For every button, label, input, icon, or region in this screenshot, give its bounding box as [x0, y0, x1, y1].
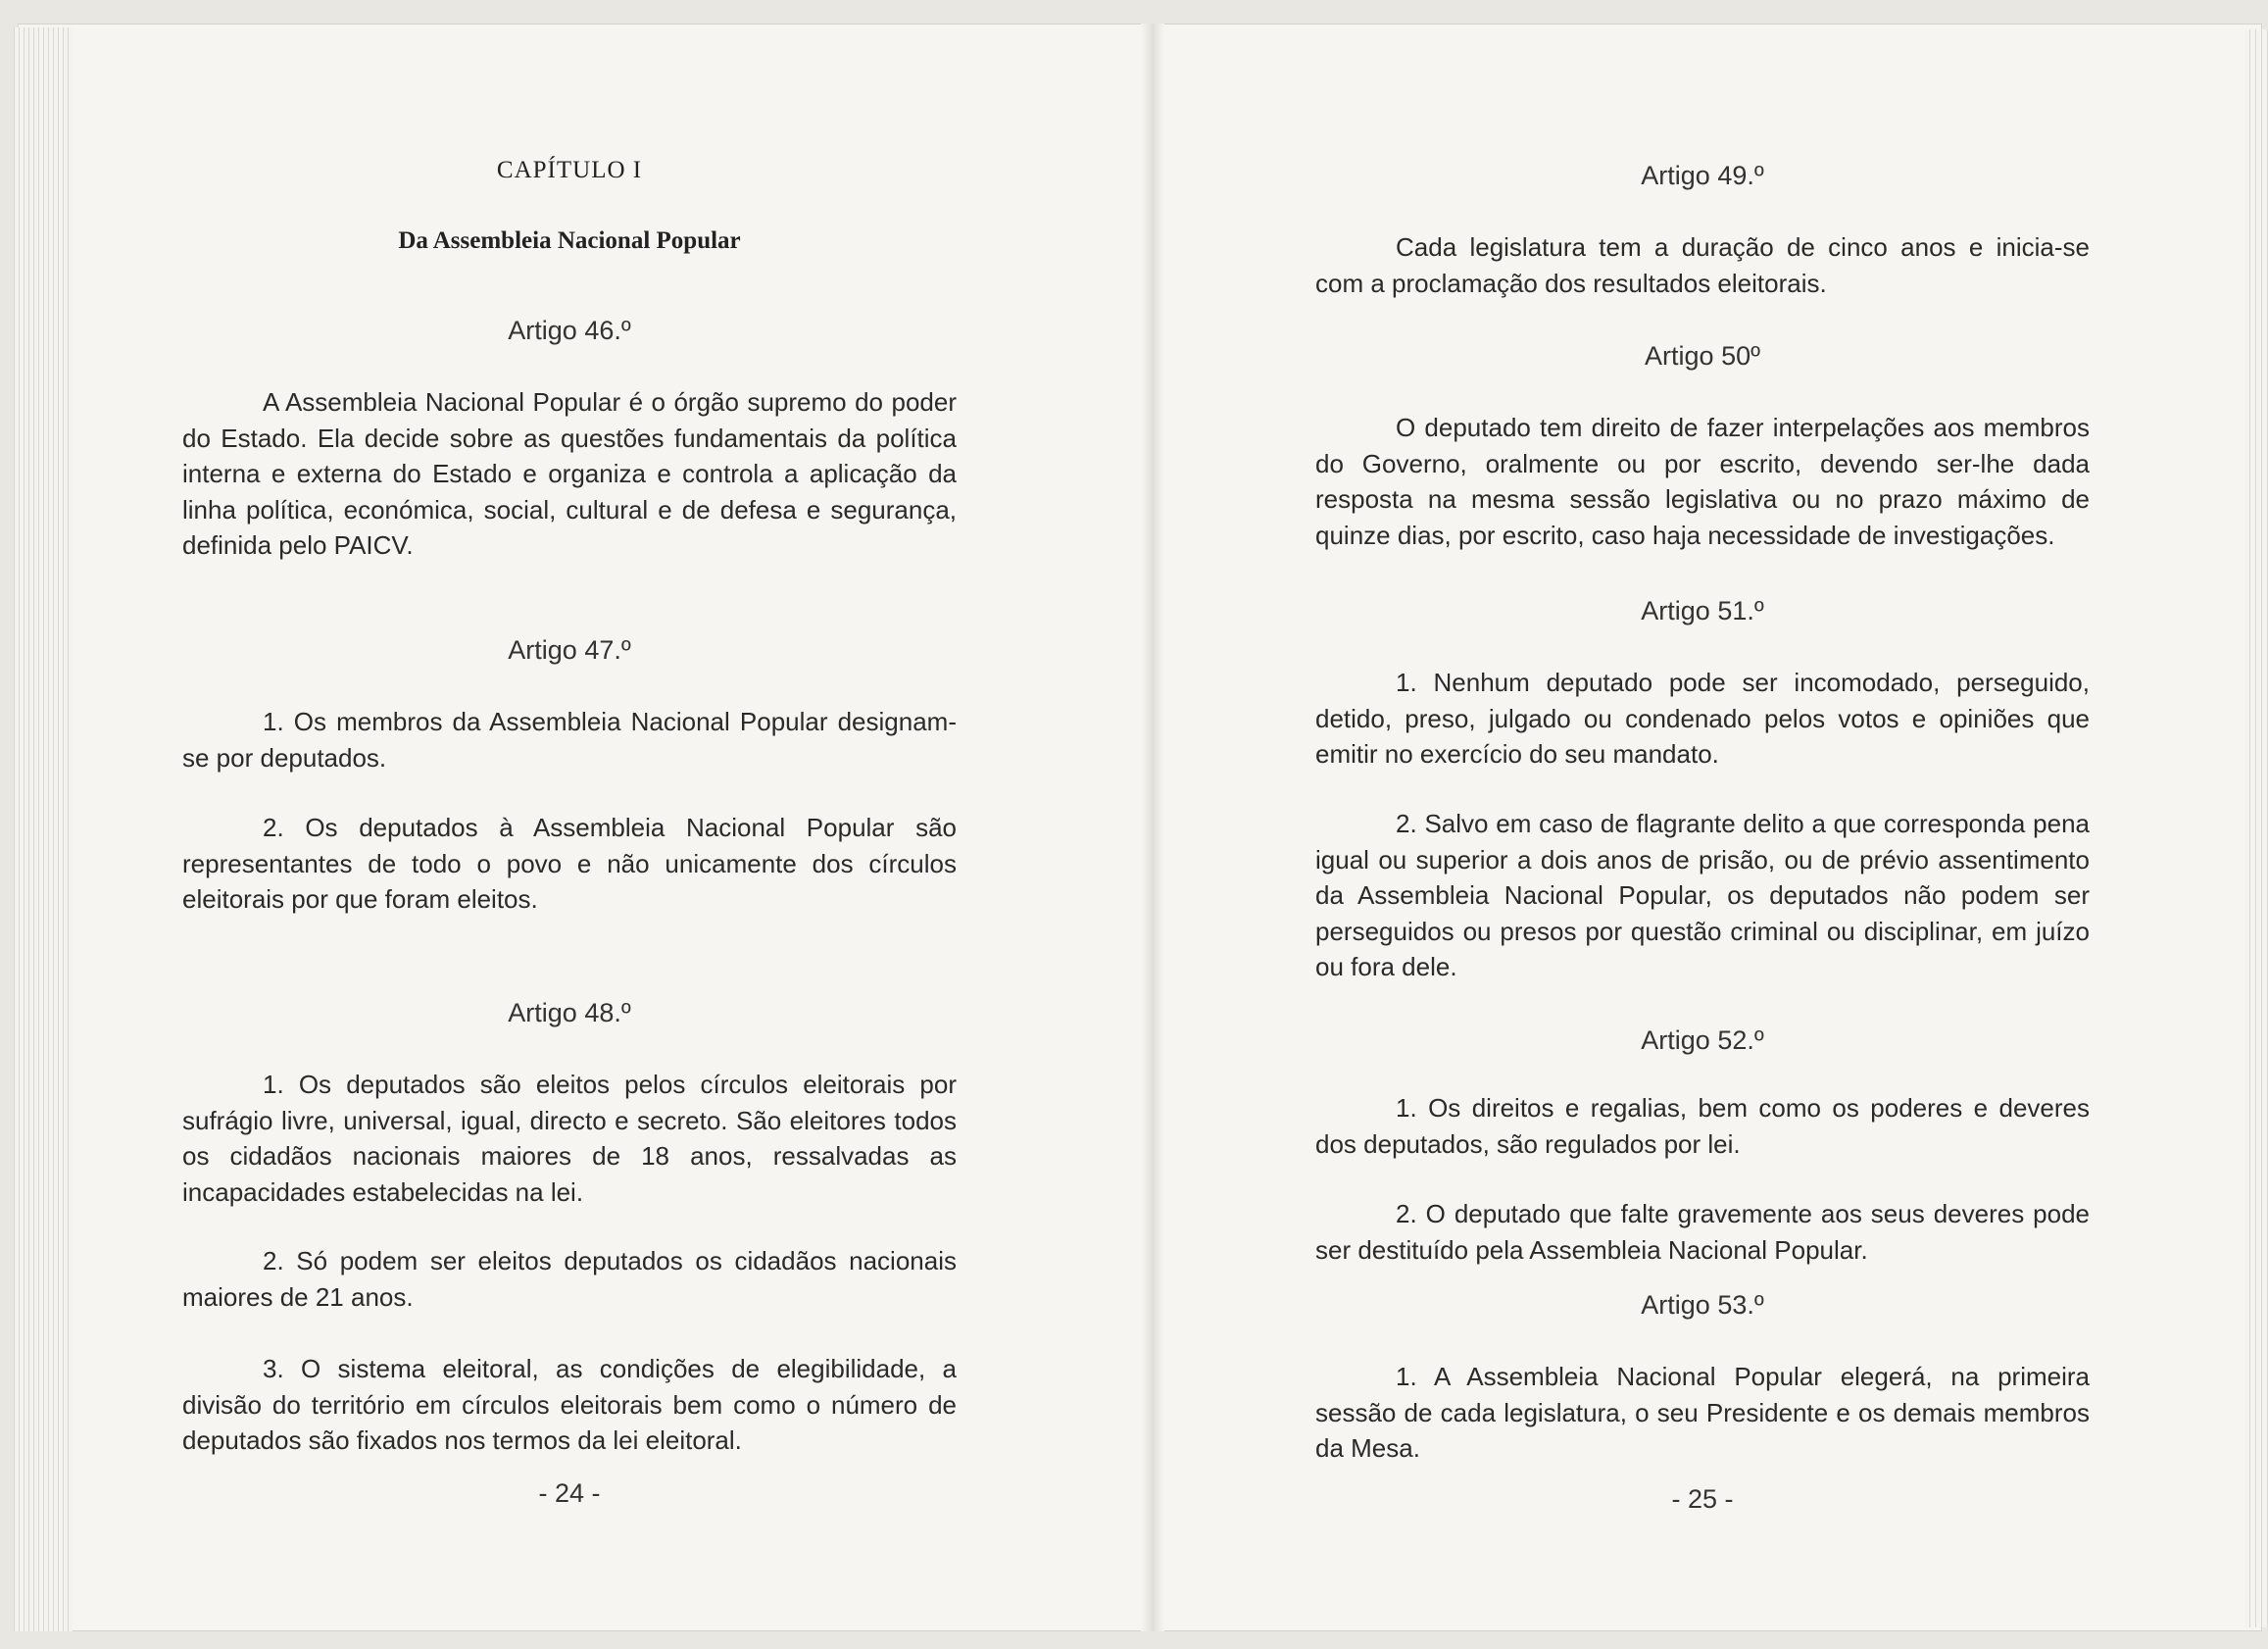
- article-49-heading: Artigo 49.º: [1641, 161, 1764, 190]
- page-number-left: - 24 -: [538, 1478, 601, 1508]
- article-49-paragraph-1: Cada legislatura tem a duração de cinco anos e inicia-se com a proclamação dos resultados eleitorais.: [1315, 232, 2090, 298]
- article-48-paragraph-2: 2. Só podem ser eleitos deputados os cidadãos nacionais maiores de 21 anos.: [182, 1246, 957, 1312]
- article-46-heading: Artigo 46.º: [508, 316, 631, 345]
- article-47-paragraph-1: 1. Os membros da Assembleia Nacional Popular designam-se por deputados.: [182, 707, 957, 773]
- article-52-heading: Artigo 52.º: [1641, 1025, 1764, 1055]
- chapter-heading: CAPÍTULO I: [496, 157, 643, 183]
- chapter-title: Da Assembleia Nacional Popular: [398, 227, 741, 254]
- article-53-paragraph-1: 1. A Assembleia Nacional Popular elegerá, na primeira sessão de cada legislatura, o seu Presidente e os demais membros da Mesa.: [1315, 1362, 2090, 1463]
- article-50-paragraph-1: O deputado tem direito de fazer interpelações aos membros do Governo, oralmente ou por escrito, devendo ser-lhe dada resposta na mesma sessão legislativa ou no prazo máximo de quinze dias, por escrito, caso haja necessidade de investigações.: [1315, 413, 2090, 550]
- article-46-paragraph-1: A Assembleia Nacional Popular é o órgão supremo do poder do Estado. Ela decide sobre as questões fundamentais da política interna e externa do Estado e organiza e controla a aplicação da linha política, económica, social, cultural e de defesa e segurança, definida pelo PAICV.: [182, 387, 957, 560]
- article-52-paragraph-2: 2. O deputado que falte gravemente aos seus deveres pode ser destituído pela Assembleia Nacional Popular.: [1315, 1199, 2090, 1265]
- article-48-paragraph-3: 3. O sistema eleitoral, as condições de elegibilidade, a divisão do território em círculos eleitorais bem como o número de deputados são fixados nos termos da lei eleitoral.: [182, 1354, 957, 1455]
- article-52-paragraph-1: 1. Os direitos e regalias, bem como os poderes e deveres dos deputados, são regulados por lei.: [1315, 1093, 2090, 1159]
- book-gutter: [1141, 24, 1164, 1631]
- article-51-paragraph-1: 1. Nenhum deputado pode ser incomodado, perseguido, detido, preso, julgado ou condenado pelos votos e opiniões que emitir no exercício do seu mandato.: [1315, 668, 2090, 769]
- article-48-paragraph-1: 1. Os deputados são eleitos pelos círculos eleitorais por sufrágio livre, universal, igual, directo e secreto. São eleitores todos os cidadãos nacionais maiores de 18 anos, ressalvadas as incapacidades estabelecidas na lei.: [182, 1070, 957, 1207]
- page-edges-left: [14, 27, 73, 1631]
- article-51-heading: Artigo 51.º: [1641, 596, 1764, 625]
- article-53-heading: Artigo 53.º: [1641, 1290, 1764, 1320]
- page-number-right: - 25 -: [1671, 1484, 1734, 1514]
- article-47-paragraph-2: 2. Os deputados à Assembleia Nacional Popular são representantes de todo o povo e não unicamente dos círculos eleitorais por que foram eleitos.: [182, 813, 957, 914]
- page-edges-right: [2244, 29, 2268, 1627]
- article-50-heading: Artigo 50º: [1645, 341, 1760, 371]
- article-51-paragraph-2: 2. Salvo em caso de flagrante delito a que corresponda pena igual ou superior a dois anos de prisão, ou de prévio assentimento da Assembleia Nacional Popular, os deputados não podem ser perseguidos ou presos por questão criminal ou disciplinar, em juízo ou fora dele.: [1315, 809, 2090, 981]
- article-47-heading: Artigo 47.º: [508, 635, 631, 665]
- article-48-heading: Artigo 48.º: [508, 998, 631, 1027]
